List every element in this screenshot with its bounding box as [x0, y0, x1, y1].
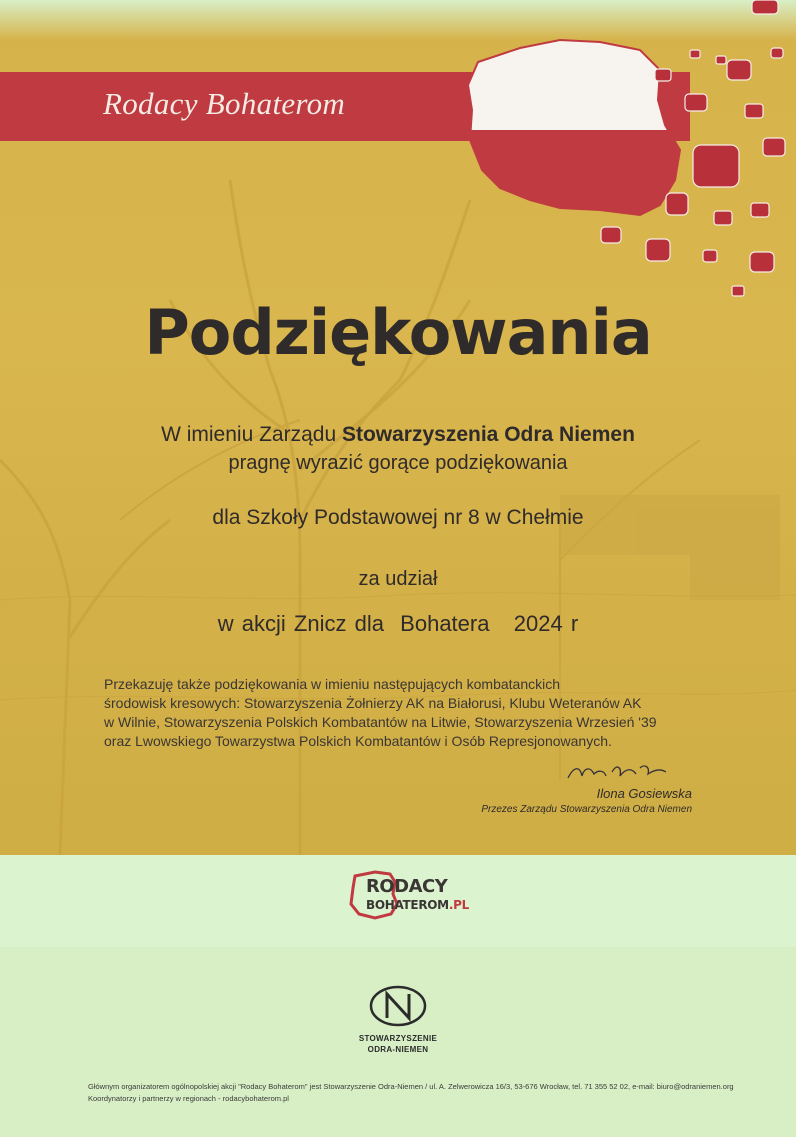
- reason: za udział: [358, 568, 438, 590]
- action-name: w akcji Znicz dla Bohatera 2024 r: [217, 611, 579, 636]
- paragraph-line: oraz Lwowskiego Towarzystwa Polskich Kombatantów i Osób Represjonowanych.: [104, 733, 612, 749]
- intro-prefix: W imieniu Zarządu: [161, 423, 342, 446]
- odra-niemen-logo-icon: [368, 984, 428, 1030]
- rodacy-logo-suffix: .PL: [448, 898, 469, 912]
- rodacy-logo-bottom: [366, 898, 469, 912]
- acknowledgement-paragraph: [104, 675, 704, 751]
- signatory-name: Ilona Gosiewska: [596, 786, 692, 801]
- rodacy-logo-bohaterom: BOHATEROM: [366, 898, 449, 912]
- poland-map-logo: [0, 0, 796, 310]
- intro-line-1: [0, 423, 796, 447]
- banner-title: Rodacy Bohaterom: [103, 86, 346, 121]
- intro-line-2: pragnę wyrazić gorące podziękowania: [228, 452, 568, 474]
- footer-line-1: Głównym organizatorem ogólnopolskiej akcji "Rodacy Bohaterom" jest Stowarzyszenie Odra-Niemen / ul. A. Zelwerowicza 16/3, 53-676 Wrocław, tel. 71 355 52 02, e-mail: biuro@odraniemen.org: [88, 1082, 734, 1091]
- paragraph-line: Przekazuję także podziękowania w imieniu następujących kombatanckich: [104, 676, 561, 692]
- page-heading: Podziękowania: [144, 296, 652, 369]
- rodacy-logo-top: RODACY: [366, 876, 448, 897]
- footer-line-2: Koordynatorzy i partnerzy w regionach - rodacybohaterom.pl: [88, 1094, 289, 1103]
- recipient: dla Szkoły Podstawowej nr 8 w Chełmie: [212, 506, 584, 529]
- signatory-role: Przezes Zarządu Stowarzyszenia Odra Niemen: [481, 804, 692, 815]
- paragraph-line: środowisk kresowych: Stowarzyszenia Żołnierzy AK na Białorusi, Klubu Weteranów AK: [104, 695, 642, 711]
- handwritten-signature: [560, 758, 680, 788]
- paragraph-line: w Wilnie, Stowarzyszenia Polskich Kombatantów na Litwie, Stowarzyszenia Wrzesień '39: [104, 714, 657, 730]
- association-logo-line-2: ODRA-NIEMEN: [367, 1045, 429, 1054]
- association-logo-line-1: STOWARZYSZENIE: [358, 1034, 438, 1043]
- organization-name: Stowarzyszenia Odra Niemen: [341, 423, 635, 446]
